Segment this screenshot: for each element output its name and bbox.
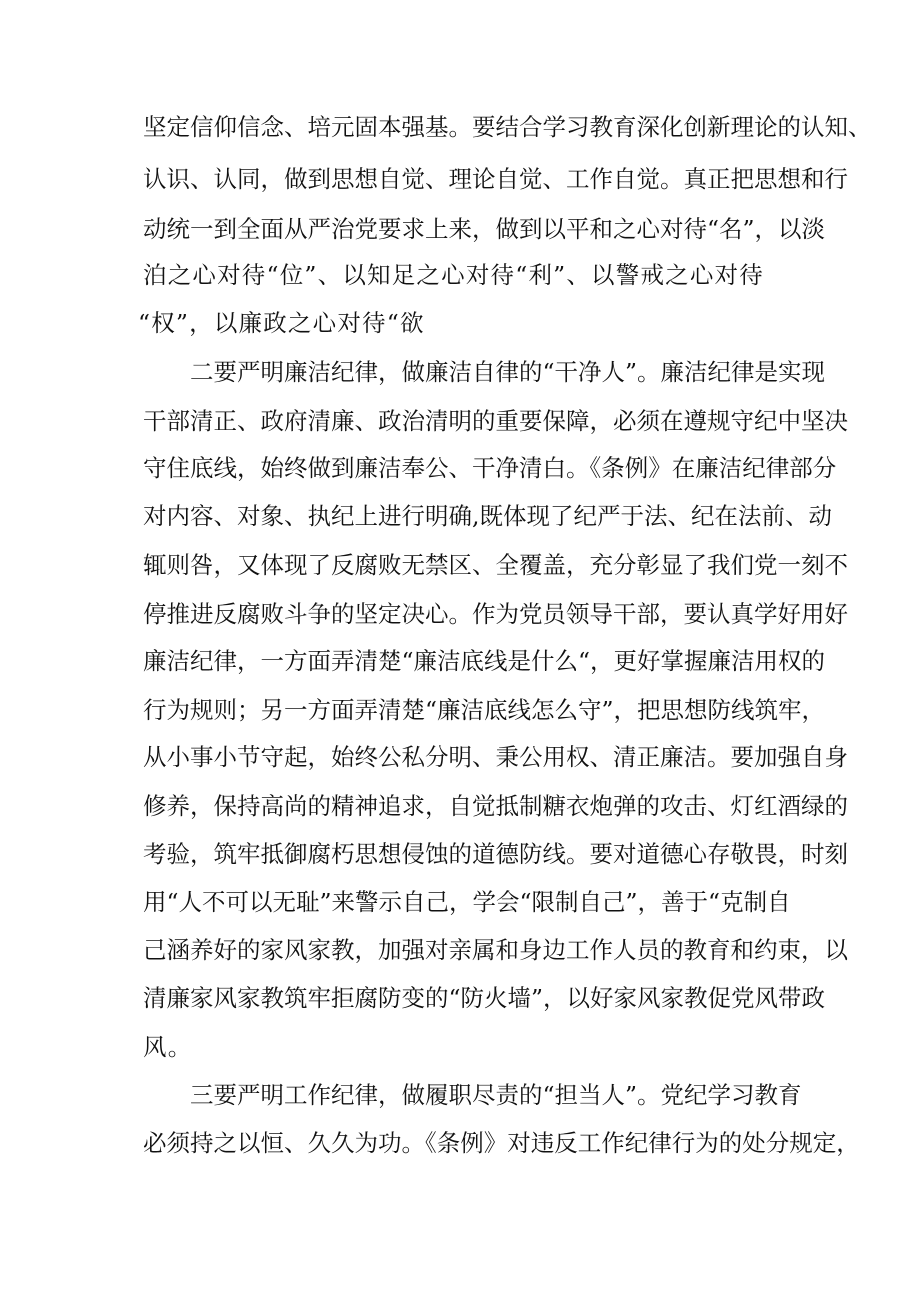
text-line: “权”，以廉政之心对待“欲 (138, 309, 425, 337)
text-line: 动统一到全面从严治党要求上来，做到以平和之心对待“名”，以淡 (143, 215, 826, 243)
text-line: 用“人不可以无耻”来警示自己，学会“限制自己”，善于“克制自 (143, 888, 791, 916)
text-line: 守住底线，始终做到廉洁奉公、干净清白。《条例》在廉洁纪律部分 (143, 454, 837, 482)
text-line: 认识、认同，做到思想自觉、理论自觉、工作自觉。真正把思想和行 (143, 165, 848, 193)
text-line: 行为规则；另一方面弄清楚“廉洁底线怎么守”，把思想防线筑牢， (143, 696, 826, 724)
text-line: 停推进反腐败斗争的坚定决心。作为党员领导干部，要认真学好用好 (143, 600, 848, 628)
text-line: 对内容、对象、执纪上进行明确,既体现了纪严于法、纪在法前、动 (143, 502, 832, 530)
text-line: 廉洁纪律，一方面弄清楚“廉洁底线是什么“，更好掌握廉洁用权的 (143, 647, 826, 675)
text-line: 清廉家风家教筑牢拒腐防变的“防火墙”，以好家风家教促党风带政 (143, 984, 826, 1012)
text-line: 必须持之以恒、久久为功。《条例》对违反工作纪律行为的处分规定， (143, 1129, 860, 1157)
text-line: 风。 (143, 1033, 193, 1061)
text-line: 干部清正、政府清廉、政治清明的重要保障，必须在遵规守纪中坚决 (143, 407, 848, 435)
paragraph-first-line: 二要严明廉洁纪律，做廉洁自律的“干净人”。廉洁纪律是实现 (190, 358, 826, 386)
paragraph-first-line: 三要严明工作纪律，做履职尽责的“担当人”。党纪学习教育 (190, 1081, 802, 1109)
text-line: 从小事小节守起，始终公私分明、秉公用权、清正廉洁。要加强自身 (143, 743, 848, 771)
text-line: 考验，筑牢抵御腐朽思想侵蚀的道德防线。要对道德心存敬畏，时刻 (143, 840, 848, 868)
text-line: 辄则咎，又体现了反腐败无禁区、全覆盖，充分彰显了我们党一刻不 (143, 551, 848, 579)
text-line: 泊之心对待“位”、以知足之心对待“利”、以警戒之心对待 (143, 261, 764, 289)
text-line: 己涵养好的家风家教，加强对亲属和身边工作人员的教育和约束，以 (143, 936, 848, 964)
text-line: 坚定信仰信念、培元固本强基。要结合学习教育深化创新理论的认知、 (143, 113, 872, 141)
text-line: 修养，保持高尚的精神追求，自觉抵制糖衣炮弹的攻击、灯红酒绿的 (143, 792, 848, 820)
